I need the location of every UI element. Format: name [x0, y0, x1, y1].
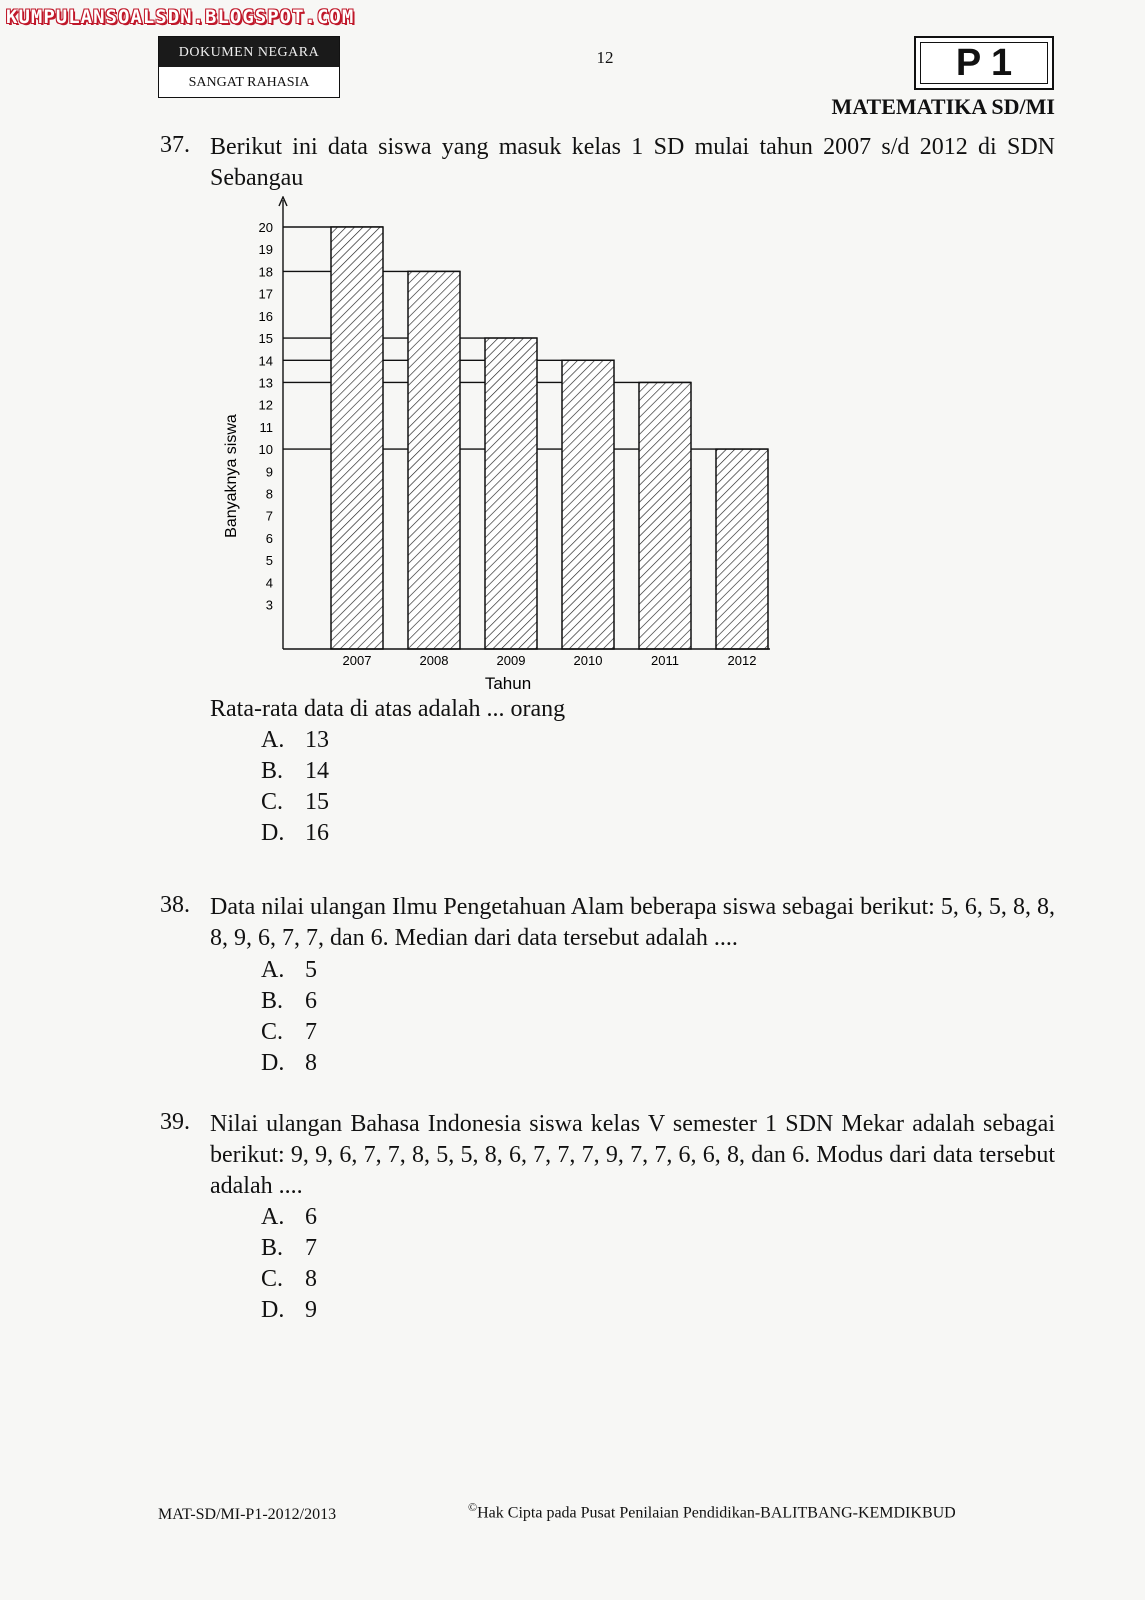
y-tick-label: 11 [259, 419, 273, 435]
y-axis-label: Banyaknya siswa [223, 414, 240, 538]
option-value: 15 [305, 789, 329, 815]
y-tick-label: 5 [265, 553, 273, 569]
bar-2008 [408, 271, 460, 649]
option-c[interactable] [261, 1017, 317, 1048]
question-prompt-37: Rata-rata data di atas adalah ... orang [210, 696, 566, 722]
bar-2012 [716, 449, 768, 649]
y-tick-label: 6 [265, 530, 273, 546]
y-tick-label: 13 [258, 375, 273, 391]
question-text-39: Nilai ulangan Bahasa Indonesia siswa kelas V semester 1 SDN Mekar adalah sebagai berikut: 9, 9, 6, 7, 7, 8, 5, 5, 8, 6, 7, 7, 7, 9, 7, 7, 6, 6, 8, dan 6. Modus dari data tersebut adalah .... [210, 1111, 1055, 1199]
y-tick-label: 18 [258, 264, 273, 280]
y-tick-label: 17 [258, 286, 273, 302]
y-tick-label: 10 [258, 442, 273, 458]
option-letter: A. [261, 1204, 285, 1230]
question-number-39: 39. [160, 1109, 190, 1135]
y-tick-label: 9 [265, 464, 273, 480]
footer-copyright [468, 1500, 956, 1522]
footer-copyright-text: Hak Cipta pada Pusat Penilaian Pendidikan-BALITBANG-KEMDIKBUD [477, 1504, 956, 1522]
option-letter: C. [261, 1266, 284, 1292]
option-letter: B. [261, 1235, 284, 1261]
option-value: 9 [305, 1297, 317, 1323]
y-tick-label: 3 [265, 597, 273, 613]
bar-chart [190, 196, 810, 696]
y-tick-label: 15 [258, 331, 273, 347]
copyright-symbol: © [468, 1500, 478, 1514]
question-text-38: Data nilai ulangan Ilmu Pengetahuan Alam beberapa siswa sebagai berikut: 5, 6, 5, 8, 8, 8, 9, 6, 7, 7, dan 6. Median dari data tersebut adalah .... [210, 894, 1055, 951]
paper-code-box [914, 36, 1054, 90]
option-letter: D. [261, 820, 285, 846]
x-tick-label: 2012 [727, 653, 757, 668]
option-value: 6 [305, 988, 317, 1014]
x-tick-label: 2009 [496, 653, 526, 668]
option-d[interactable] [261, 818, 329, 849]
option-b[interactable] [261, 756, 329, 787]
y-tick-label: 16 [258, 308, 273, 324]
question-number-37: 37. [160, 132, 190, 158]
option-b[interactable] [261, 986, 317, 1017]
option-value: 6 [305, 1204, 317, 1230]
option-letter: A. [261, 957, 285, 983]
option-letter: C. [261, 789, 284, 815]
option-letter: D. [261, 1297, 285, 1323]
bar-2009 [485, 338, 537, 649]
x-tick-label: 2010 [573, 653, 603, 668]
doc-classification-bottom: SANGAT RAHASIA [159, 67, 339, 97]
document-classification-box [158, 36, 340, 98]
subject-title: MATEMATIKA SD/MI [831, 94, 1055, 119]
option-value: 8 [305, 1050, 317, 1076]
bar-2010 [562, 360, 614, 649]
y-tick-label: 14 [258, 353, 273, 369]
option-letter: C. [261, 1019, 284, 1045]
option-c[interactable] [261, 1264, 317, 1295]
option-letter: B. [261, 758, 284, 784]
x-tick-label: 2008 [419, 653, 449, 668]
option-letter: B. [261, 988, 284, 1014]
y-tick-label: 4 [265, 575, 273, 591]
option-a[interactable] [261, 725, 329, 756]
option-value: 7 [305, 1019, 317, 1045]
paper-code: P 1 [920, 42, 1048, 84]
option-b[interactable] [261, 1233, 317, 1264]
option-value: 14 [305, 758, 329, 784]
option-d[interactable] [261, 1048, 317, 1079]
question-number-38: 38. [160, 892, 190, 918]
option-letter: A. [261, 727, 285, 753]
options-37 [261, 725, 329, 849]
option-value: 13 [305, 727, 329, 753]
watermark-text: KUMPULANSOALSDN.BLOGSPOT.COM [6, 6, 355, 28]
y-tick-label: 7 [265, 508, 273, 524]
option-letter: D. [261, 1050, 285, 1076]
option-value: 5 [305, 957, 317, 983]
options-38 [261, 955, 317, 1079]
option-value: 16 [305, 820, 329, 846]
bar-chart-svg [190, 196, 810, 696]
x-axis-label: Tahun [484, 674, 532, 693]
doc-classification-top: DOKUMEN NEGARA [159, 37, 339, 67]
footer-code: MAT-SD/MI-P1-2012/2013 [158, 1506, 337, 1523]
option-value: 7 [305, 1235, 317, 1261]
option-a[interactable] [261, 1202, 317, 1233]
option-c[interactable] [261, 787, 329, 818]
option-a[interactable] [261, 955, 317, 986]
x-tick-label: 2007 [342, 653, 372, 668]
y-tick-label: 12 [258, 397, 273, 413]
page-number: 12 [596, 48, 614, 67]
y-tick-label: 20 [258, 220, 273, 235]
y-tick-label: 19 [258, 242, 273, 258]
y-tick-label: 8 [265, 486, 273, 502]
bar-2011 [639, 382, 691, 649]
question-text-37: Berikut ini data siswa yang masuk kelas 1 SD mulai tahun 2007 s/d 2012 di SDN Sebangau [210, 134, 1055, 191]
option-value: 8 [305, 1266, 317, 1292]
x-tick-label: 2011 [651, 653, 679, 668]
option-d[interactable] [261, 1295, 317, 1326]
bar-2007 [331, 227, 383, 649]
options-39 [261, 1202, 317, 1326]
